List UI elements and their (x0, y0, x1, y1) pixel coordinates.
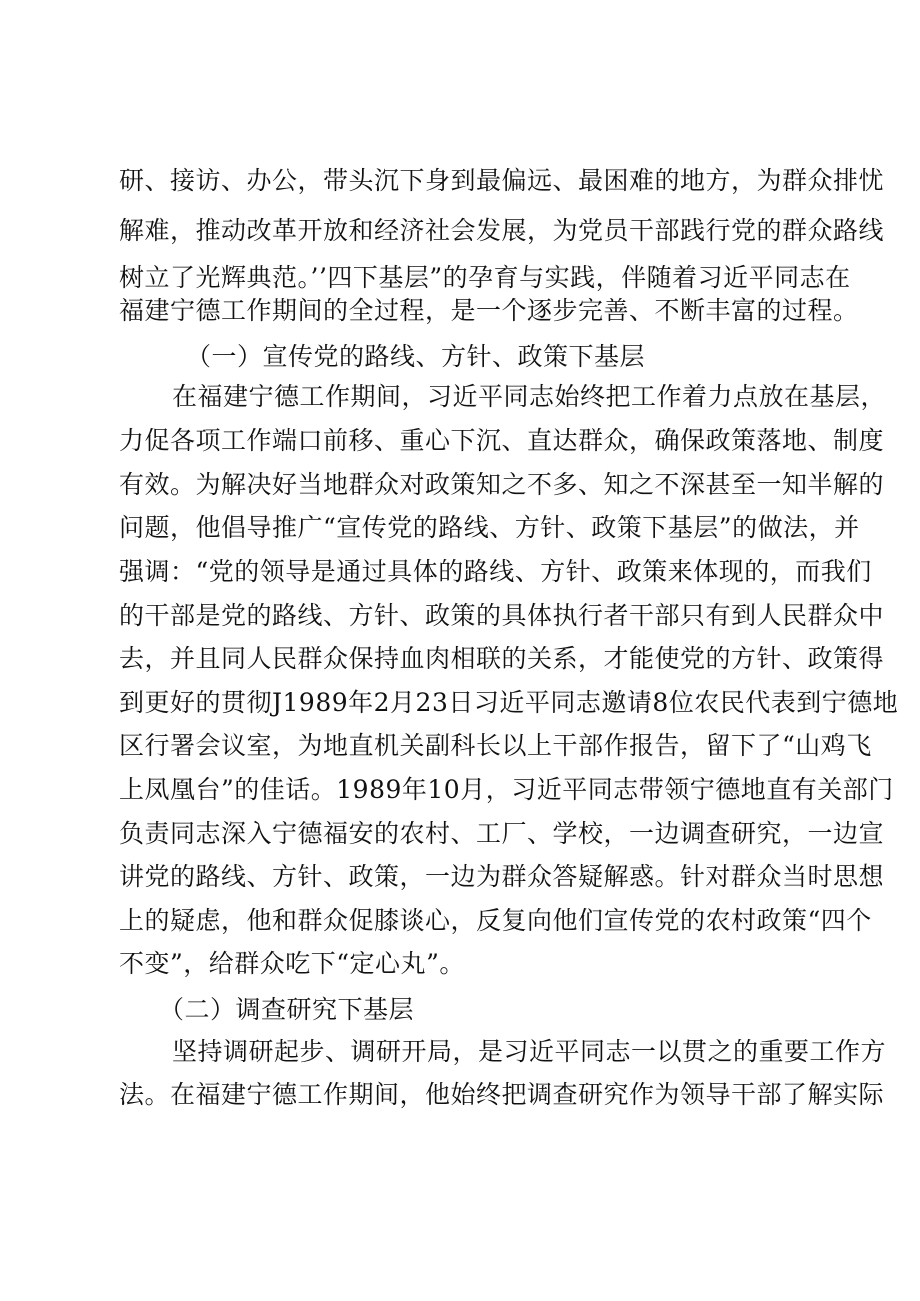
text-line: 有效。为解决好当地群众对政策知之不多、知之不深甚至一知半解的 (119, 470, 885, 499)
text-line: 研、接访、办公，带头沉下身到最偏远、最困难的地方，为群众排忧 (119, 166, 885, 195)
text-line: 问题，他倡导推广“宣传党的路线、方针、政策下基层”的做法，并 (119, 513, 860, 542)
text-line: 去，并且同人民群众保持血肉相联的关系，才能使党的方针、政策得 (119, 644, 885, 673)
paragraph-first-line: 坚持调研起步、调研开局，是习近平同志一以贯之的重要工作方 (172, 1037, 887, 1066)
paragraph-first-line: 在福建宁德工作期间，习近平同志始终把工作着力点放在基层， (172, 382, 887, 411)
text-line: 讲党的路线、方针、政策，一边为群众答疑解惑。针对群众当时思想 (119, 862, 885, 891)
text-line: 强调：“党的领导是通过具体的路线、方针、政策来体现的，而我们 (119, 557, 872, 586)
text-line: 福建宁德工作期间的全过程，是一个逐步完善、不断丰富的过程。 (119, 296, 859, 325)
text-line: 的干部是党的路线、方针、政策的具体执行者干部只有到人民群众中 (119, 601, 885, 630)
section-heading-2: （二）调查研究下基层 (159, 995, 415, 1024)
text-line: 区行署会议室，为地直机关副科长以上干部作报告，留下了“山鸡飞 (119, 731, 872, 760)
text-line: 负责同志深入宁德福安的农村、工厂、学校，一边调查研究，一边宣 (119, 819, 885, 848)
text-line: 不变”，给群众吃下“定心丸”。 (119, 949, 465, 978)
text-line: 树立了光辉典范。’’四下基层”的孕育与实践，伴随着习近平同志在 (119, 263, 851, 292)
text-line: 上凤凰台”的佳话。1989年10月，习近平同志带领宁德地直有关部门 (119, 775, 894, 804)
text-line: 法。在福建宁德工作期间，他始终把调查研究作为领导干部了解实际 (119, 1080, 885, 1109)
text-line: 力促各项工作端口前移、重心下沉、直达群众，确保政策落地、制度 (119, 426, 885, 455)
section-heading-1: （一）宣传党的路线、方针、政策下基层 (186, 342, 646, 371)
text-line: 到更好的贯彻J1989年2月23日习近平同志邀请8位农民代表到宁德地 (119, 688, 899, 717)
text-line: 解难，推动改革开放和经济社会发展，为党员干部践行党的群众路线 (119, 216, 885, 245)
text-line: 上的疑虑，他和群众促膝谈心，反复向他们宣传党的农村政策“四个 (119, 906, 872, 935)
